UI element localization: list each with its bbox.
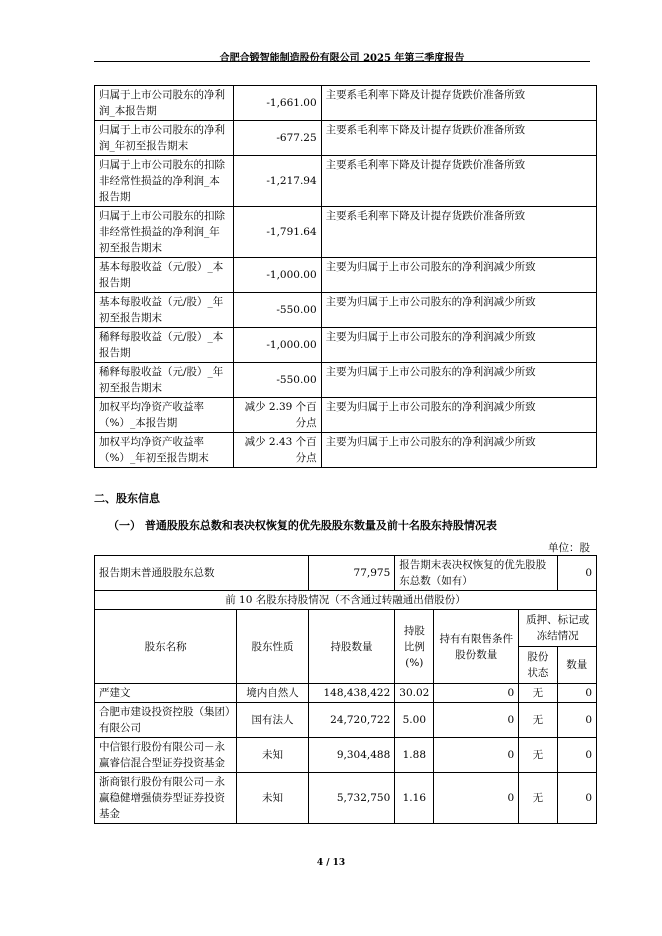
item-cell: 基本每股收益（元/股）_本报告期 (95, 258, 234, 293)
holder-count: 0 (557, 684, 596, 703)
holder-name: 合肥市建设投资控股（集团）有限公司 (95, 703, 237, 738)
value-cell: 减少 2.43 个百分点 (233, 433, 321, 468)
table-row (95, 293, 597, 328)
holder-qty: 9,304,488 (308, 738, 395, 773)
holder-name: 严建文 (95, 684, 237, 703)
col-header-restricted: 持有有限售条件股份数量 (434, 610, 519, 684)
reason-cell: 主要为归属于上市公司股东的净利润减少所致 (321, 258, 596, 293)
table-row (95, 363, 597, 398)
table-row (95, 703, 597, 738)
holder-nature: 未知 (237, 738, 308, 773)
reason-cell: 主要为归属于上市公司股东的净利润减少所致 (321, 363, 596, 398)
reason-cell: 主要为归属于上市公司股东的净利润减少所致 (321, 328, 596, 363)
holder-restricted: 0 (434, 773, 519, 824)
holder-ratio: 5.00 (395, 703, 434, 738)
pref-holders-label: 报告期末表决权恢复的优先股股东总数（如有） (395, 556, 557, 591)
value-cell: -1,661.00 (233, 86, 321, 121)
holder-status: 无 (519, 738, 557, 773)
holder-ratio: 30.02 (395, 684, 434, 703)
reason-cell: 主要系毛利率下降及计提存货跌价准备所致 (321, 156, 596, 207)
item-cell: 稀释每股收益（元/股）_本报告期 (95, 328, 234, 363)
holder-name: 浙商银行股份有限公司－永赢稳健增强债券型证券投资基金 (95, 773, 237, 824)
item-cell: 归属于上市公司股东的净利润_本报告期 (95, 86, 234, 121)
holder-count: 0 (557, 738, 596, 773)
col-header-pledge: 质押、标记或冻结情况 (519, 610, 597, 647)
top10-caption: 前 10 名股东持股情况（不含通过转融通出借股份） (95, 591, 597, 610)
col-header-ratio: 持股比例(%) (395, 610, 434, 684)
table-row (95, 258, 597, 293)
item-cell: 归属于上市公司股东的扣除非经常性损益的净利润_年初至报告期末 (95, 207, 234, 258)
holder-nature: 境内自然人 (237, 684, 308, 703)
changes-table (94, 85, 597, 468)
top10-caption-row (95, 591, 597, 610)
holder-count: 0 (557, 703, 596, 738)
table-row (95, 684, 597, 703)
holder-restricted: 0 (434, 684, 519, 703)
item-cell: 加权平均净资产收益率（%）_本报告期 (95, 398, 234, 433)
holder-status: 无 (519, 684, 557, 703)
reason-cell: 主要为归属于上市公司股东的净利润减少所致 (321, 433, 596, 468)
table-row (95, 328, 597, 363)
table-row (95, 121, 597, 156)
value-cell: 减少 2.39 个百分点 (233, 398, 321, 433)
holder-qty: 5,732,750 (308, 773, 395, 824)
table-row (95, 738, 597, 773)
value-cell: -550.00 (233, 363, 321, 398)
table-row (95, 207, 597, 258)
holder-ratio: 1.16 (395, 773, 434, 824)
holder-qty: 24,720,722 (308, 703, 395, 738)
col-header-status: 股份状态 (519, 647, 557, 684)
holder-nature: 国有法人 (237, 703, 308, 738)
item-cell: 归属于上市公司股东的扣除非经常性损益的净利润_本报告期 (95, 156, 234, 207)
holder-status: 无 (519, 703, 557, 738)
section-title: 二、股东信息 (94, 492, 160, 505)
subsection-title: （一） 普通股股东总数和表决权恢复的优先股股东数量及前十名股东持股情况表 (108, 519, 497, 532)
item-cell: 归属于上市公司股东的净利润_年初至报告期末 (95, 121, 234, 156)
table-row (95, 86, 597, 121)
page-header: 合肥合锻智能制造股份有限公司 2025 年第三季度报告 (219, 53, 465, 64)
col-header-count: 数量 (557, 647, 596, 684)
table-row (95, 773, 597, 824)
col-header-qty: 持股数量 (308, 610, 395, 684)
reason-cell: 主要为归属于上市公司股东的净利润减少所致 (321, 398, 596, 433)
table-row (95, 398, 597, 433)
col-header-name: 股东名称 (95, 610, 237, 684)
total-holders-value: 77,975 (308, 556, 395, 591)
shareholders-table (94, 555, 597, 824)
reason-cell: 主要为归属于上市公司股东的净利润减少所致 (321, 293, 596, 328)
total-holders-label: 报告期末普通股股东总数 (95, 556, 309, 591)
item-cell: 稀释每股收益（元/股）_年初至报告期末 (95, 363, 234, 398)
table-row (95, 156, 597, 207)
unit-label: 单位：股 (548, 542, 590, 554)
reason-cell: 主要系毛利率下降及计提存货跌价准备所致 (321, 121, 596, 156)
pref-holders-value: 0 (557, 556, 596, 591)
holder-ratio: 1.88 (395, 738, 434, 773)
table-row (95, 433, 597, 468)
value-cell: -1,217.94 (233, 156, 321, 207)
reason-cell: 主要系毛利率下降及计提存货跌价准备所致 (321, 207, 596, 258)
total-holders-row (95, 556, 597, 591)
header-rule (94, 61, 590, 62)
holder-qty: 148,438,422 (308, 684, 395, 703)
value-cell: -1,791.64 (233, 207, 321, 258)
holder-status: 无 (519, 773, 557, 824)
value-cell: -677.25 (233, 121, 321, 156)
holder-restricted: 0 (434, 738, 519, 773)
reason-cell: 主要系毛利率下降及计提存货跌价准备所致 (321, 86, 596, 121)
value-cell: -1,000.00 (233, 328, 321, 363)
holder-count: 0 (557, 773, 596, 824)
value-cell: -550.00 (233, 293, 321, 328)
page-number: 4 / 13 (316, 858, 346, 868)
holder-name: 中信银行股份有限公司－永赢睿信混合型证券投资基金 (95, 738, 237, 773)
item-cell: 基本每股收益（元/股）_年初至报告期末 (95, 293, 234, 328)
value-cell: -1,000.00 (233, 258, 321, 293)
item-cell: 加权平均净资产收益率（%）_年初至报告期末 (95, 433, 234, 468)
holder-nature: 未知 (237, 773, 308, 824)
holder-restricted: 0 (434, 703, 519, 738)
col-header-nature: 股东性质 (237, 610, 308, 684)
header-row (95, 610, 597, 647)
